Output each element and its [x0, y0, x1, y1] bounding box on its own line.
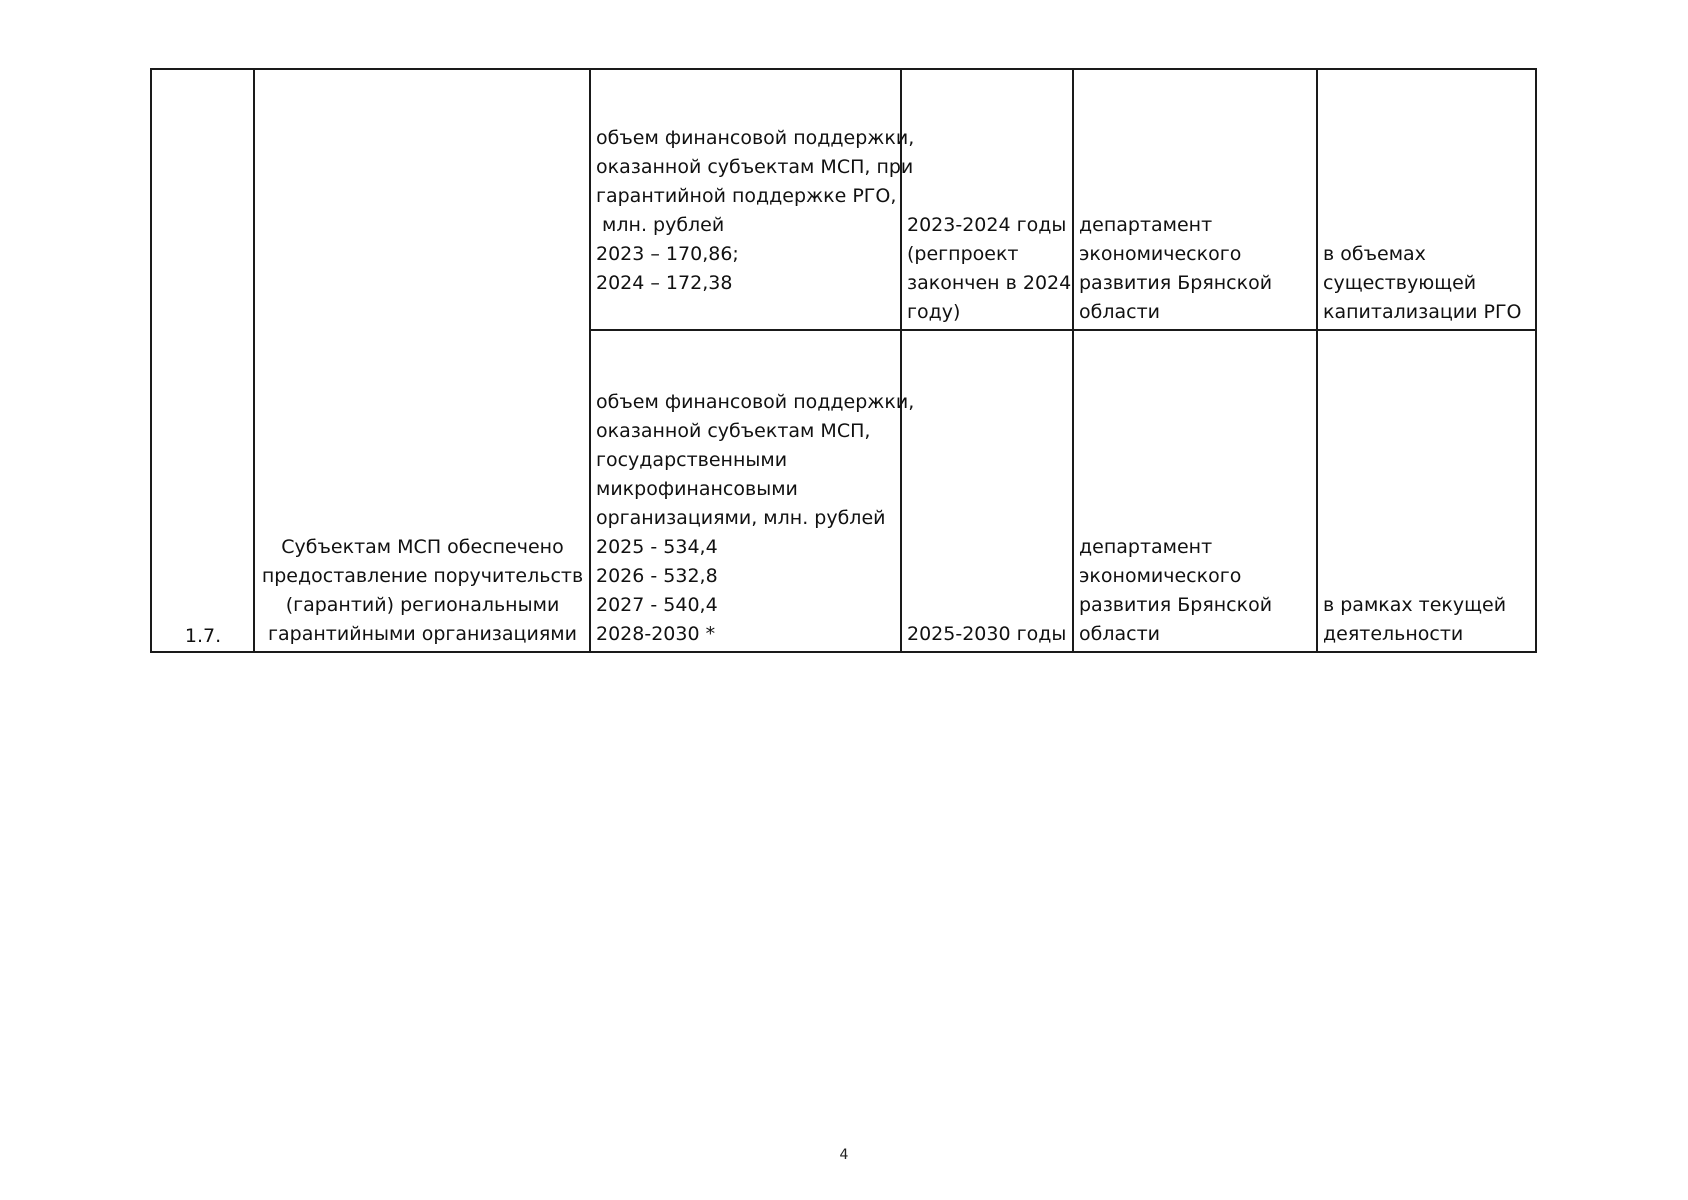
row-number: 1.7.	[184, 625, 222, 647]
period-line: закончен в 2024	[907, 272, 1072, 294]
measures-table	[150, 68, 1537, 653]
period-line: (регпроект	[907, 243, 1019, 265]
result-line: предоставление поручительств	[261, 565, 584, 587]
indicator-line: оказанной субъектам МСП,	[596, 420, 871, 442]
funding-line: в рамках текущей	[1323, 594, 1507, 616]
period-line: 2025-2030 годы	[907, 623, 1067, 645]
funding-cell	[1317, 69, 1536, 330]
funding-line: капитализации РГО	[1323, 301, 1522, 323]
indicator-cell	[590, 330, 915, 652]
indicator-line: 2026 - 532,8	[596, 565, 718, 587]
executor-line: развития Брянской	[1079, 594, 1273, 616]
result-cell	[254, 69, 590, 652]
page-number: 4	[839, 1147, 849, 1163]
indicator-line: оказанной субъектам МСП, при	[596, 156, 914, 178]
indicator-line: государственными	[596, 449, 788, 471]
period-cell	[901, 330, 1073, 652]
result-line: Субъектам МСП обеспечено	[281, 536, 564, 558]
period-line: 2023-2024 годы	[907, 214, 1067, 236]
funding-line: деятельности	[1323, 623, 1464, 645]
executor-line: экономического	[1079, 243, 1242, 265]
executor-line: департамент	[1079, 214, 1213, 236]
indicator-spacer	[596, 298, 896, 327]
indicator-line: объем финансовой поддержки,	[596, 127, 915, 149]
executor-line: области	[1079, 623, 1160, 645]
funding-cell	[1317, 330, 1536, 652]
executor-line: экономического	[1079, 565, 1242, 587]
executor-line: развития Брянской	[1079, 272, 1273, 294]
indicator-line: организациями, млн. рублей	[596, 507, 886, 529]
table-row	[151, 69, 1536, 330]
period-line: году)	[907, 301, 961, 323]
indicator-line: млн. рублей	[596, 214, 725, 236]
indicator-line: 2023 – 170,86;	[596, 243, 739, 265]
result-line: гарантийными организациями	[268, 623, 577, 645]
indicator-line: гарантийной поддержке РГО,	[596, 185, 897, 207]
executor-cell	[1073, 69, 1317, 330]
period-cell	[901, 69, 1073, 330]
indicator-line: 2024 – 172,38	[596, 272, 733, 294]
funding-line: в объемах	[1323, 243, 1426, 265]
indicator-line: объем финансовой поддержки,	[596, 391, 915, 413]
indicator-line: микрофинансовыми	[596, 478, 798, 500]
executor-line: департамент	[1079, 536, 1213, 558]
indicator-line: 2028-2030 *	[596, 623, 716, 645]
result-line: (гарантий) региональными	[285, 594, 560, 616]
indicator-cell	[590, 69, 915, 330]
executor-cell	[1073, 330, 1317, 652]
indicator-line: 2027 - 540,4	[596, 594, 718, 616]
executor-line: области	[1079, 301, 1160, 323]
row-number-cell	[151, 69, 254, 652]
funding-line: существующей	[1323, 272, 1477, 294]
indicator-line: 2025 - 534,4	[596, 536, 718, 558]
